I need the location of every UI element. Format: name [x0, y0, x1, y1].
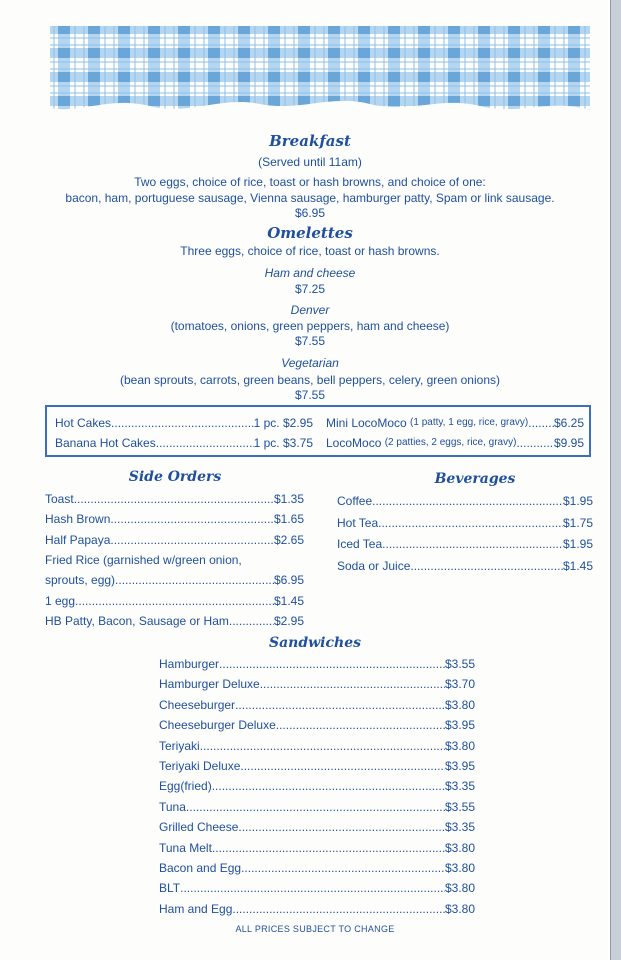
menu-item-name: Half Papaya: [45, 532, 111, 547]
omelette-name: Ham and cheese: [264, 266, 356, 280]
menu-item-name: BLT: [159, 881, 181, 896]
omelettes-title: Omelettes: [267, 224, 353, 242]
menu-item-price: $3.80: [444, 881, 475, 896]
menu-item-price: $1.95: [562, 537, 593, 551]
price-disclaimer: ALL PRICES SUBJECT TO CHANGE: [235, 924, 395, 934]
menu-item-row: [45, 492, 304, 506]
menu-item-name: Ham and Egg: [159, 901, 233, 916]
menu-item-row: [45, 573, 304, 587]
combo-price: $6.25: [553, 416, 584, 430]
menu-item-name: Teriyaki: [159, 738, 200, 753]
menu-item-price: $6.95: [273, 573, 304, 588]
menu-item-price: $1.75: [562, 515, 593, 530]
menu-item-name: Iced Tea: [337, 537, 383, 551]
breakfast-desc-2: bacon, ham, portuguese sausage, Vienna sausage, hamburger patty, Spam or link sausage.: [65, 191, 555, 205]
menu-item-price: $3.95: [444, 718, 475, 733]
combo-qty: 1 pc.: [253, 436, 280, 450]
menu-item-price: $3.70: [444, 677, 475, 692]
menu-item-row: [159, 841, 475, 855]
menu-item-row: [337, 559, 593, 573]
combo-qty: 1 pc.: [253, 416, 280, 430]
gingham-banner: [50, 18, 590, 118]
combo-price: $2.95: [282, 416, 313, 430]
combo-row: [326, 436, 584, 450]
combo-label: LocoMoco: [326, 436, 382, 450]
page-edge: [611, 0, 621, 960]
menu-item-price: $1.95: [562, 494, 593, 508]
menu-item-price: $2.65: [273, 532, 304, 547]
breakfast-served: (Served until 11am): [258, 155, 362, 169]
menu-item-name: Hamburger Deluxe: [159, 677, 260, 692]
menu-item-name: 1 egg: [45, 593, 76, 608]
combo-label: Hot Cakes: [55, 416, 112, 430]
omelette-detail: (tomatoes, onions, green peppers, ham and cheese): [170, 319, 450, 333]
combo-label: Banana Hot Cakes: [55, 436, 156, 450]
combo-detail: (1 patty, 1 egg, rice, gravy): [410, 417, 529, 428]
menu-item-price: $3.35: [444, 820, 475, 835]
breakfast-desc-1: Two eggs, choice of rice, toast or hash browns, and choice of one:: [134, 175, 486, 189]
menu-item-row: [159, 800, 475, 814]
menu-item-row: [159, 820, 475, 834]
menu-item-price: $3.55: [444, 799, 475, 814]
menu-item-name: Toast: [45, 492, 74, 506]
menu-item-name: Cheeseburger: [159, 697, 236, 712]
menu-item-row: [159, 759, 475, 773]
menu-item-price: $3.80: [444, 861, 475, 875]
menu-item-row: [159, 779, 475, 793]
combo-price: $3.75: [282, 436, 313, 450]
menu-item-name: Grilled Cheese: [159, 820, 239, 835]
menu-item-name: Teriyaki Deluxe: [159, 759, 241, 773]
menu-item-price: $3.80: [444, 901, 475, 916]
menu-item-price: $3.35: [444, 779, 475, 794]
menu-item-row: [159, 902, 475, 916]
combo-price: $9.95: [553, 436, 584, 450]
combo-row: [326, 416, 584, 430]
menu-item-row: [159, 739, 475, 753]
menu-item-row: [159, 861, 475, 875]
menu-item-row: [159, 677, 475, 691]
menu-item-row: [159, 657, 475, 671]
menu-item-price: $3.80: [444, 697, 475, 712]
omelette-name: Denver: [290, 303, 330, 317]
menu-item-name: Coffee: [337, 494, 373, 508]
menu-item-row: [337, 494, 593, 508]
menu-item-price: $1.45: [273, 593, 304, 608]
menu-item-price: $1.45: [562, 558, 593, 573]
menu-item-name: HB Patty, Bacon, Sausage or Ham: [45, 613, 229, 628]
sandwiches-title: Sandwiches: [268, 635, 361, 651]
omelette-price: $7.55: [294, 334, 326, 348]
menu-item-price: $1.35: [273, 492, 304, 506]
menu-item-name: Soda or Juice: [337, 558, 411, 573]
menu-item-row: [337, 537, 593, 551]
menu-item-row: [337, 516, 593, 530]
combo-label: Mini LocoMoco: [326, 416, 407, 430]
menu-item-row: [45, 512, 304, 526]
menu-item-row: [159, 881, 475, 895]
menu-item-row: [45, 553, 304, 567]
menu-item-name: Bacon and Egg: [159, 861, 242, 875]
menu-item-row: [159, 718, 475, 732]
combo-row: [55, 436, 313, 450]
menu-item-price: $3.80: [444, 840, 475, 855]
menu-item-row: [159, 698, 475, 712]
combo-detail: (2 patties, 2 eggs, rice, gravy): [384, 437, 517, 448]
menu-item-row: [45, 594, 304, 608]
combo-row: [55, 416, 313, 430]
menu-item-price: $3.95: [444, 759, 475, 773]
menu-item-price: $1.65: [273, 512, 304, 527]
breakfast-price: $6.95: [294, 206, 326, 220]
menu-item-name: Hamburger: [159, 657, 220, 671]
menu-item-price: $3.55: [444, 657, 475, 671]
beverages-title: Beverages: [434, 471, 516, 487]
menu-item-name: Fried Rice (garnished w/green onion,: [45, 552, 242, 567]
omelette-price: $7.25: [294, 282, 326, 296]
omelette-price: $7.55: [294, 388, 326, 402]
menu-item-name: Hot Tea: [337, 515, 379, 530]
breakfast-title: Breakfast: [269, 132, 351, 150]
menu-item-name: sprouts, egg): [45, 573, 116, 588]
menu-item-name: Egg(fried): [159, 779, 212, 794]
menu-item-name: Tuna Melt: [159, 840, 212, 855]
menu-item-price: $3.80: [444, 738, 475, 753]
menu-item-price: $2.95: [273, 613, 304, 628]
menu-item-name: Hash Brown: [45, 512, 111, 527]
menu-item-name: Tuna: [159, 799, 186, 814]
omelettes-desc: Three eggs, choice of rice, toast or hash browns.: [180, 244, 440, 258]
omelette-detail: (bean sprouts, carrots, green beans, bell peppers, celery, green onions): [120, 373, 500, 387]
menu-item-row: [45, 533, 304, 547]
menu-item-name: Cheeseburger Deluxe: [159, 718, 276, 733]
omelette-name: Vegetarian: [281, 356, 339, 370]
menu-item-row: [45, 614, 304, 628]
side-orders-title: Side Orders: [128, 469, 222, 485]
